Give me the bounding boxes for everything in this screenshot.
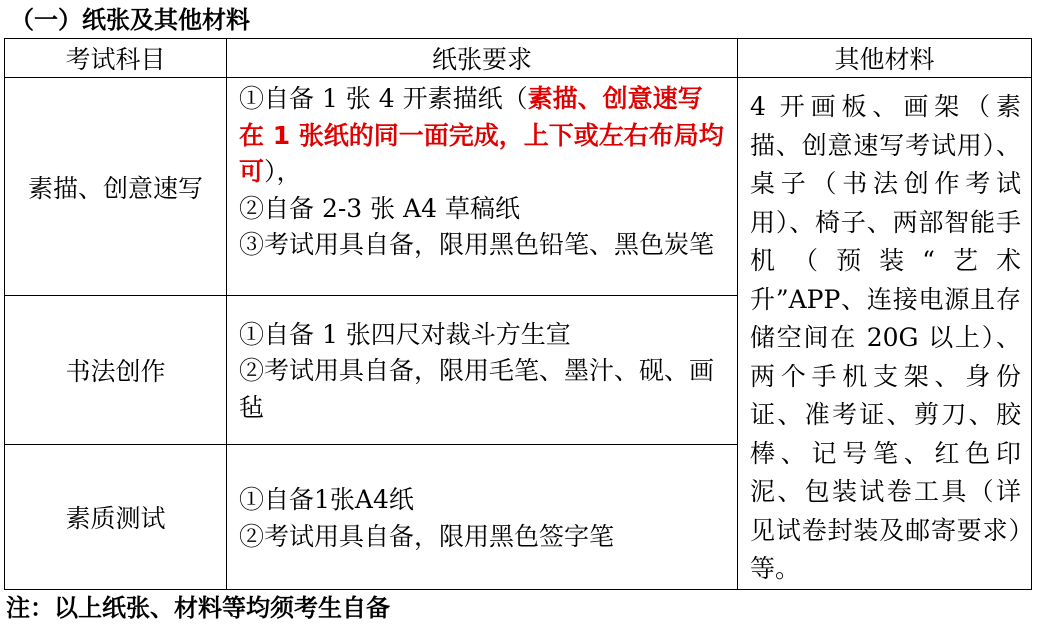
paper-text: ①自备 1 张四尺对裁斗方生宣 bbox=[239, 319, 571, 349]
header-other: 其他材料 bbox=[738, 39, 1032, 78]
table-header-row bbox=[5, 39, 1032, 78]
section-heading: （一）纸张及其他材料 bbox=[10, 6, 250, 34]
header-paper: 纸张要求 bbox=[227, 39, 738, 78]
paper-text: ③考试用具自备，限用黑色铅笔、黑色炭笔 bbox=[239, 230, 715, 259]
materials-table bbox=[4, 38, 1032, 590]
subject-cell: 素描、创意速写 bbox=[5, 78, 227, 296]
subject-cell: 素质测试 bbox=[5, 445, 227, 590]
paper-requirement-cell bbox=[227, 296, 738, 445]
table-row bbox=[5, 78, 1032, 296]
subject-cell: 书法创作 bbox=[5, 296, 227, 445]
paper-text: ）， bbox=[264, 157, 302, 186]
footnote: 注：以上纸张、材料等均须考生自备 bbox=[6, 594, 390, 622]
paper-text: ①自备1张A4纸 bbox=[239, 485, 414, 514]
paper-text: ②自备 2-3 张 A4 草稿纸 bbox=[239, 193, 521, 223]
paper-text: ②考试用具自备，限用黑色签字笔 bbox=[239, 521, 615, 551]
paper-text: ②考试用具自备，限用毛笔、墨汁、砚、画毡 bbox=[239, 356, 715, 422]
paper-requirement-cell bbox=[227, 445, 738, 590]
other-materials-cell: 4 开画板、画架（素描、创意速写考试用）、桌子（书法创作考试用）、椅子、两部智能手机（预装“艺术升”APP、连接电源且存储空间在 20G 以上）、两个手机支架、身份证、准考证、剪刀、胶棒、记号笔、红色印泥、包装试卷工具（详见试卷封装及邮寄要求）等。 bbox=[738, 78, 1032, 590]
highlighted-requirement: 素描、创意速写在 1 张纸的同一面完成，上下或左右布局均可 bbox=[239, 84, 724, 186]
header-subject: 考试科目 bbox=[5, 39, 227, 78]
paper-text: ①自备 1 张 4 开素描纸（ bbox=[239, 84, 528, 113]
paper-requirement-cell bbox=[227, 78, 738, 296]
